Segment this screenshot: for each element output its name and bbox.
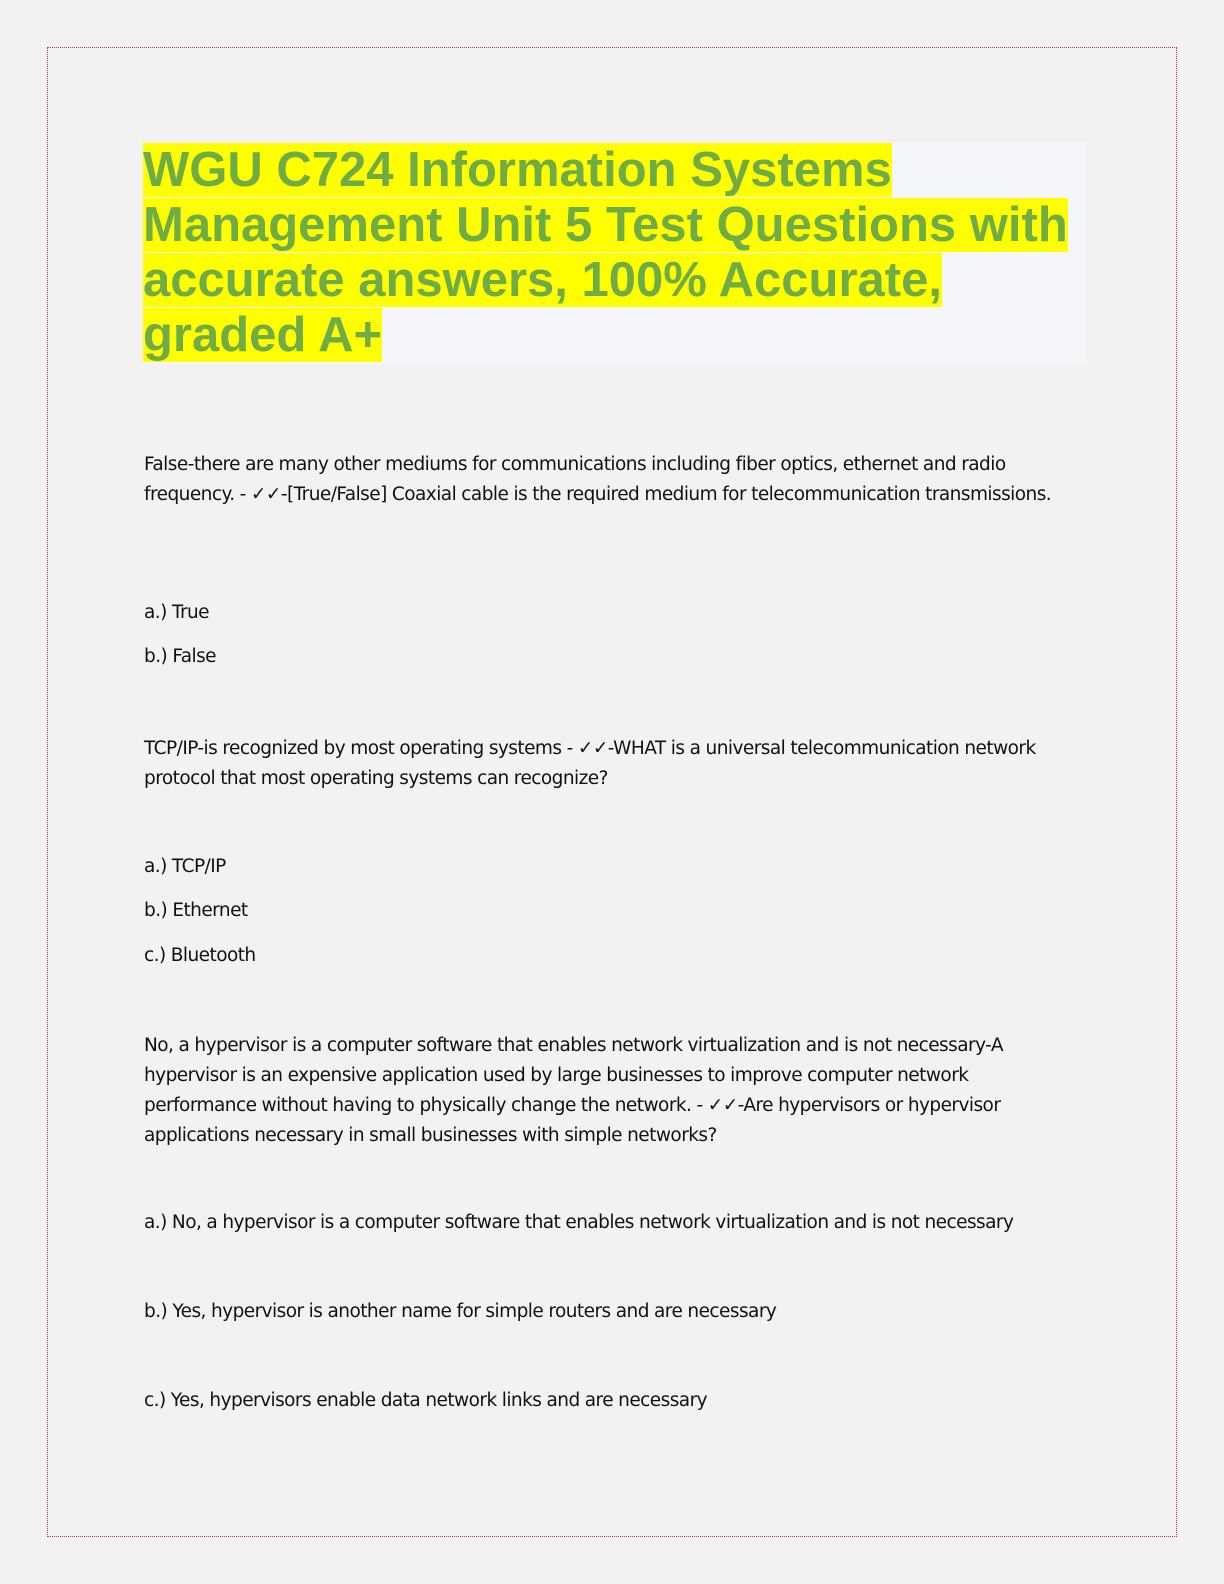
question-2-option-b: b.) Ethernet — [144, 900, 248, 921]
question-3-option-c: c.) Yes, hypervisors enable data network links and are necessary — [144, 1390, 708, 1411]
question-3-option-b: b.) Yes, hypervisor is another name for simple routers and are necessary — [144, 1301, 777, 1322]
question-1-option-a: a.) True — [144, 602, 210, 623]
question-3-option-a: a.) No, a hypervisor is a computer software that enables network virtualization and is not necessary — [144, 1212, 1014, 1233]
question-3-text: No, a hypervisor is a computer software that enables network virtualization and is not necessary-A hypervisor is an expensive application used by large businesses to improve computer network performance without having to physically change the network. - ✓✓-Are hypervisors or hypervisor applications necessary in small businesses with simple networks? — [144, 1035, 1003, 1146]
question-2-option-c: c.) Bluetooth — [144, 945, 256, 966]
question-1-text: False-there are many other mediums for communications including fiber optics, ethernet and radio frequency. - ✓✓-[True/False] Coaxial cable is the required medium for telecommunication transmissions. — [144, 454, 1052, 505]
question-2-text: TCP/IP-is recognized by most operating systems - ✓✓-WHAT is a universal telecommunication network protocol that most operating systems can recognize? — [144, 738, 1036, 789]
question-1-option-b: b.) False — [144, 646, 217, 667]
title-highlight: WGU C724 Information Systems Management Unit 5 Test Questions with accurate answers, 100% Accurate, graded A+ — [143, 143, 1068, 362]
question-2-option-a: a.) TCP/IP — [144, 856, 226, 877]
title-block — [143, 143, 1085, 364]
document-title — [143, 143, 1085, 363]
